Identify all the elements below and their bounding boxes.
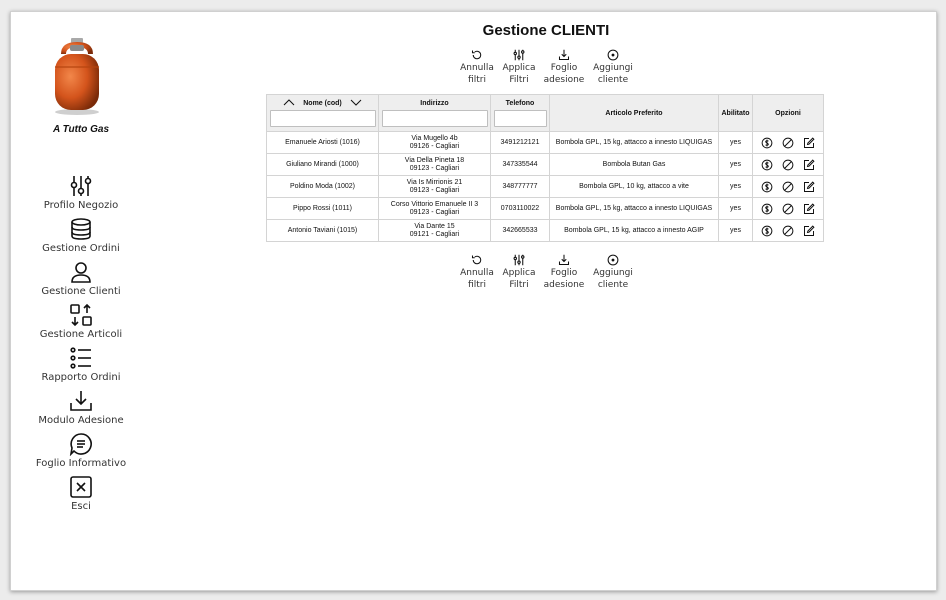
annulla-filtri-label: Annulla filtri (460, 268, 494, 290)
cell-opzioni (753, 132, 824, 154)
download-icon (69, 389, 93, 413)
cell-articolo: Bombola Butan Gas (550, 154, 719, 176)
table-row (267, 132, 824, 154)
sidebar-item-label: Gestione Ordini (42, 243, 120, 254)
cell-articolo: Bombola GPL, 15 kg, attacco a innesto LIQUIGAS (550, 198, 719, 220)
edit-icon[interactable] (803, 181, 815, 193)
user-icon (69, 260, 93, 284)
cell-telefono: 0703110022 (491, 198, 550, 220)
column-header-label: Articolo Preferito (605, 109, 663, 117)
applica-filtri-button[interactable] (495, 254, 543, 291)
database-icon (69, 217, 93, 241)
sidebar-item-gestione-ordini[interactable] (31, 217, 131, 257)
sliders-icon (69, 174, 93, 198)
applica-filtri-button[interactable] (495, 49, 543, 86)
list-icon (69, 346, 93, 370)
cell-articolo: Bombola GPL, 15 kg, attacco a innesto LIQUIGAS (550, 132, 719, 154)
cell-opzioni (753, 198, 824, 220)
filter-nome-input[interactable] (270, 110, 376, 127)
aggiungi-cliente-label: Aggiungi cliente (593, 63, 633, 85)
sidebar-item-rapporto-ordini[interactable] (31, 346, 131, 386)
annulla-filtri-label: Annulla filtri (460, 63, 494, 85)
column-header-label: Indirizzo (420, 99, 449, 107)
add-circle-icon (607, 49, 619, 61)
cell-nome: Poldino Moda (1002) (267, 176, 379, 198)
edit-icon[interactable] (803, 225, 815, 237)
reset-icon (471, 49, 483, 61)
disable-icon[interactable] (782, 159, 794, 171)
column-header-nome (267, 95, 379, 132)
filter-indirizzo-input[interactable] (382, 110, 488, 127)
foglio-adesione-label: Foglio adesione (543, 63, 585, 85)
table-header-row (267, 95, 824, 132)
foglio-adesione-label: Foglio adesione (543, 268, 585, 290)
cell-nome: Antonio Taviani (1015) (267, 220, 379, 242)
cell-indirizzo: Via Della Pineta 18 09123 - Cagliari (379, 154, 491, 176)
page-title: Gestione CLIENTI (482, 22, 610, 39)
dollar-icon[interactable] (761, 181, 773, 193)
cell-indirizzo: Via Is Mirrionis 21 09123 - Cagliari (379, 176, 491, 198)
table-row (267, 220, 824, 242)
reset-icon (471, 254, 483, 266)
sidebar-item-modulo-adesione[interactable] (31, 389, 131, 429)
cell-nome: Emanuele Ariosti (1016) (267, 132, 379, 154)
annulla-filtri-button[interactable] (453, 254, 501, 291)
sidebar-item-label: Profilo Negozio (43, 200, 119, 211)
sidebar-item-esci[interactable] (31, 475, 131, 515)
column-header-telefono (491, 95, 550, 132)
column-header-label: Opzioni (775, 109, 801, 117)
column-header-label: Nome (cod) (303, 99, 342, 107)
edit-icon[interactable] (803, 137, 815, 149)
cell-opzioni (753, 220, 824, 242)
cell-articolo: Bombola GPL, 10 kg, attacco a vite (550, 176, 719, 198)
disable-icon[interactable] (782, 203, 794, 215)
aggiungi-cliente-button[interactable] (589, 49, 637, 86)
add-circle-icon (607, 254, 619, 266)
sliders-icon (513, 49, 525, 61)
dollar-icon[interactable] (761, 225, 773, 237)
disable-icon[interactable] (782, 181, 794, 193)
sidebar-item-label: Rapporto Ordini (41, 372, 121, 383)
sort-descending-icon[interactable] (350, 99, 362, 106)
sidebar-item-label: Modulo Adesione (38, 415, 124, 426)
table-row (267, 154, 824, 176)
column-header-label: Abilitato (721, 109, 750, 117)
toolbar-bottom (453, 254, 643, 294)
dollar-icon[interactable] (761, 203, 773, 215)
sidebar-item-label: Gestione Articoli (39, 329, 123, 340)
sidebar-item-profilo-negozio[interactable] (31, 174, 131, 214)
column-header-label: Telefono (505, 99, 535, 107)
edit-icon[interactable] (803, 203, 815, 215)
cell-opzioni (753, 176, 824, 198)
clients-table (266, 94, 824, 242)
chat-icon (69, 432, 93, 456)
toolbar-top (453, 49, 643, 89)
applica-filtri-label: Applica Filtri (502, 63, 536, 85)
swap-shapes-icon (69, 303, 93, 327)
sidebar-item-gestione-clienti[interactable] (31, 260, 131, 300)
sidebar-item-label: Esci (71, 501, 91, 512)
table-row (267, 198, 824, 220)
disable-icon[interactable] (782, 137, 794, 149)
brand-name: A Tutto Gas (52, 124, 110, 135)
cell-indirizzo: Corso Vittorio Emanuele II 3 09123 - Cagliari (379, 198, 491, 220)
column-header-articolo (550, 95, 719, 132)
cell-telefono: 347335544 (491, 154, 550, 176)
cell-abilitato: yes (719, 220, 753, 242)
cell-articolo: Bombola GPL, 15 kg, attacco a innesto AGIP (550, 220, 719, 242)
cell-telefono: 348777777 (491, 176, 550, 198)
sort-ascending-icon[interactable] (283, 99, 295, 106)
aggiungi-cliente-button[interactable] (589, 254, 637, 291)
cell-abilitato: yes (719, 132, 753, 154)
sidebar-item-foglio-informativo[interactable] (31, 432, 131, 472)
aggiungi-cliente-label: Aggiungi cliente (593, 268, 633, 290)
filter-telefono-input[interactable] (494, 110, 547, 127)
table-row (267, 176, 824, 198)
sidebar (11, 12, 151, 590)
cell-abilitato: yes (719, 154, 753, 176)
disable-icon[interactable] (782, 225, 794, 237)
sidebar-item-label: Gestione Clienti (41, 286, 121, 297)
annulla-filtri-button[interactable] (453, 49, 501, 86)
cell-indirizzo: Via Dante 15 09121 - Cagliari (379, 220, 491, 242)
cell-nome: Pippo Rossi (1011) (267, 198, 379, 220)
download-icon (558, 254, 570, 266)
edit-icon[interactable] (803, 159, 815, 171)
column-header-abilitato (719, 95, 753, 132)
dollar-icon[interactable] (761, 137, 773, 149)
foglio-adesione-button[interactable] (540, 49, 588, 86)
cell-opzioni (753, 154, 824, 176)
cell-telefono: 3491212121 (491, 132, 550, 154)
cell-abilitato: yes (719, 176, 753, 198)
dollar-icon[interactable] (761, 159, 773, 171)
column-header-indirizzo (379, 95, 491, 132)
app-window (10, 11, 937, 591)
applica-filtri-label: Applica Filtri (502, 268, 536, 290)
cell-telefono: 342665533 (491, 220, 550, 242)
cell-abilitato: yes (719, 198, 753, 220)
foglio-adesione-button[interactable] (540, 254, 588, 291)
column-header-opzioni (753, 95, 824, 132)
sidebar-item-label: Foglio Informativo (35, 458, 127, 469)
sliders-icon (513, 254, 525, 266)
cell-indirizzo: Via Mugello 4b 09126 - Cagliari (379, 132, 491, 154)
sidebar-item-gestione-articoli[interactable] (31, 303, 131, 343)
gas-cylinder-logo (47, 36, 107, 116)
download-icon (558, 49, 570, 61)
close-icon (69, 475, 93, 499)
cell-nome: Giuliano Mirandi (1000) (267, 154, 379, 176)
